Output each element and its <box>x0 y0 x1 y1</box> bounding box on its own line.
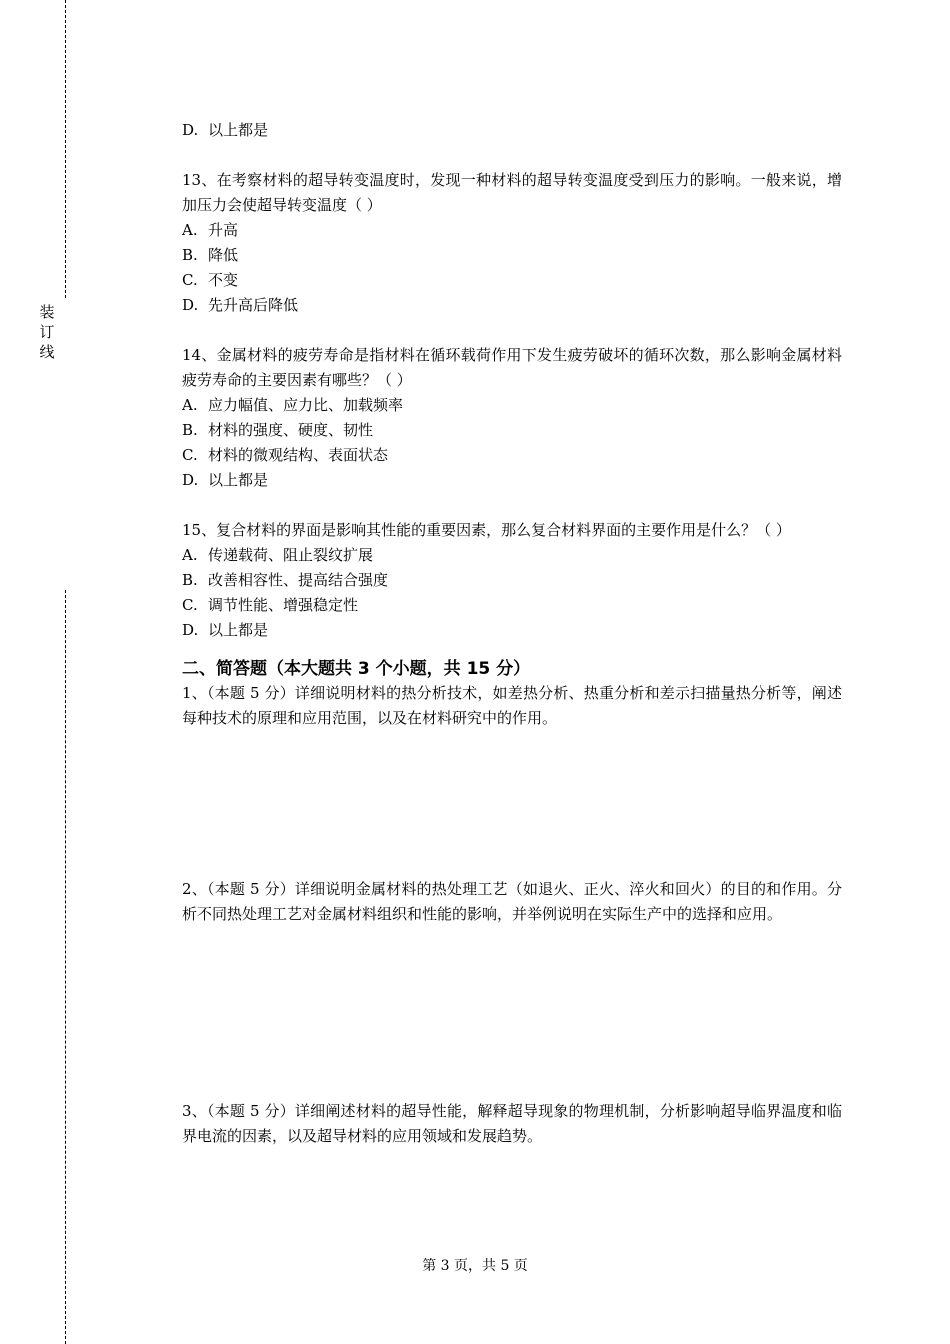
option-text: 以上都是 <box>208 621 269 639</box>
option-text: 降低 <box>208 246 239 264</box>
option-label: C. <box>182 446 198 464</box>
option-d <box>182 293 842 318</box>
option-label: C. <box>182 596 198 614</box>
binding-char: 装 <box>39 303 55 321</box>
binding-label <box>36 302 58 362</box>
option-a <box>182 543 842 568</box>
question-stem: 14、金属材料的疲劳寿命是指材料在循环载荷作用下发生疲劳破坏的循环次数，那么影响金属材料疲劳寿命的主要因素有哪些？（ ） <box>182 346 842 389</box>
option-text: 材料的微观结构、表面状态 <box>208 446 389 464</box>
binding-line-bottom <box>65 590 66 1344</box>
option-a <box>182 218 842 243</box>
binding-char: 订 <box>39 323 55 341</box>
option-text: 以上都是 <box>208 471 269 489</box>
option-b <box>182 418 842 443</box>
page-footer: 第 3 页，共 5 页 <box>422 1258 528 1274</box>
option-d <box>182 468 842 493</box>
option-text: 不变 <box>208 271 239 289</box>
question-14 <box>182 343 842 493</box>
option-c <box>182 268 842 293</box>
option-text: 调节性能、增强稳定性 <box>208 596 359 614</box>
option-c <box>182 443 842 468</box>
option-text: 以上都是 <box>208 121 269 139</box>
question-stem: 13、在考察材料的超导转变温度时，发现一种材料的超导转变温度受到压力的影响。一般来说，增加压力会使超导转变温度（ ） <box>182 171 842 214</box>
option-b <box>182 243 842 268</box>
q12-option-d <box>182 118 842 143</box>
option-text: 先升高后降低 <box>208 296 299 314</box>
short-answer-2: 2、（本题 5 分）详细说明金属材料的热处理工艺（如退火、正火、淬火和回火）的目的和作用。分析不同热处理工艺对金属材料组织和性能的影响，并举例说明在实际生产中的选择和应用。 <box>182 880 842 923</box>
section-title: 二、简答题（本大题共 3 个小题，共 15 分） <box>182 659 531 679</box>
binding-line-top <box>65 0 66 298</box>
short-answer-1: 1、（本题 5 分）详细说明材料的热分析技术，如差热分析、热重分析和差示扫描量热分析等，阐述每种技术的原理和应用范围，以及在材料研究中的作用。 <box>182 684 842 727</box>
option-label: C. <box>182 271 198 289</box>
option-text: 传递载荷、阻止裂纹扩展 <box>208 546 374 564</box>
option-text: 材料的强度、硬度、韧性 <box>208 421 374 439</box>
option-label: D. <box>182 471 199 489</box>
option-text: 应力幅值、应力比、加载频率 <box>208 396 404 414</box>
option-a <box>182 393 842 418</box>
option-text: 改善相容性、提高结合强度 <box>208 571 389 589</box>
option-label: A. <box>182 396 198 414</box>
option-label: B. <box>182 246 198 264</box>
option-label: B. <box>182 571 198 589</box>
short-answer-3: 3、（本题 5 分）详细阐述材料的超导性能，解释超导现象的物理机制，分析影响超导临界温度和临界电流的因素，以及超导材料的应用领域和发展趋势。 <box>182 1102 842 1145</box>
option-label: A. <box>182 546 198 564</box>
page-content <box>182 118 842 1149</box>
option-d <box>182 618 842 643</box>
option-label: D. <box>182 121 199 139</box>
question-15 <box>182 518 842 643</box>
option-c <box>182 593 842 618</box>
option-label: A. <box>182 221 198 239</box>
option-label: D. <box>182 296 199 314</box>
option-text: 升高 <box>208 221 239 239</box>
binding-char: 线 <box>39 343 55 361</box>
option-label: D. <box>182 621 199 639</box>
option-label: B. <box>182 421 198 439</box>
question-stem: 15、复合材料的界面是影响其性能的重要因素，那么复合材料界面的主要作用是什么？（ ） <box>182 521 791 539</box>
question-13 <box>182 168 842 318</box>
option-b <box>182 568 842 593</box>
